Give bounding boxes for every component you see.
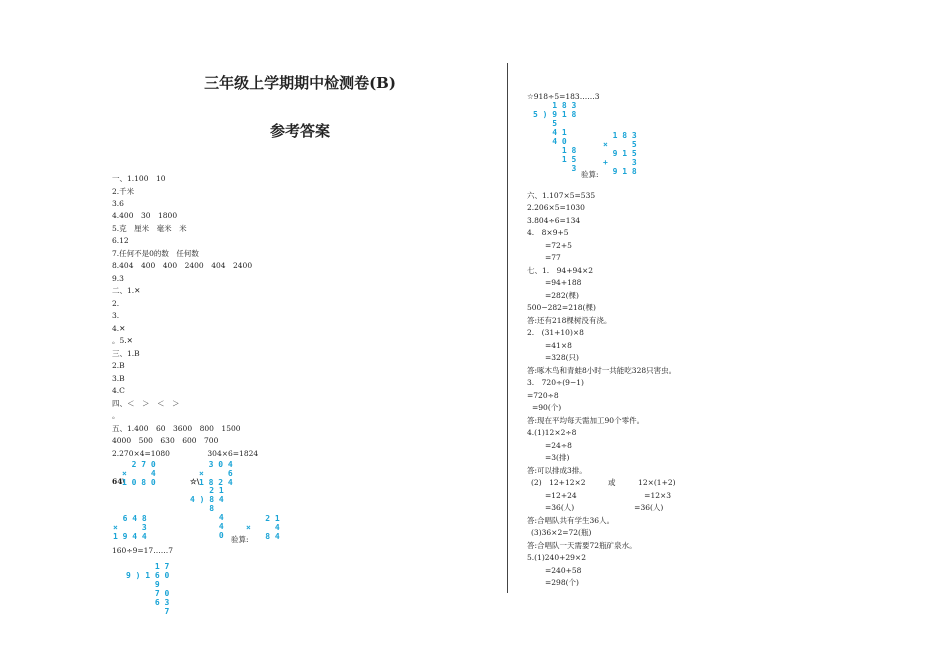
right-line: 答:还有218棵树没有浇。: [527, 316, 612, 325]
right-line: 答:现在平均每天需加工90个零件。: [527, 416, 645, 425]
left-line: 4.✕: [112, 324, 126, 333]
right-line: 2. (31+10)×8: [527, 328, 584, 337]
left-line: 8.404 400 400 2400 404 2400: [112, 261, 253, 270]
right-line: =94+188: [545, 278, 582, 287]
right-line: 答:啄木鸟和青蛙8小时一共能吃328只害虫。: [527, 366, 677, 375]
left-line: 二、1.✕: [112, 286, 141, 295]
right-line: =328(只): [545, 353, 579, 362]
calc-918div5: 1 8 3 5 ) 9 1 8 5 4 1 4 0 1 8 1 5 3: [533, 101, 577, 173]
right-line: =24÷8: [545, 441, 572, 450]
right-line: (3)36×2=72(瓶): [531, 528, 592, 537]
left-line: 5.克 厘米 毫米 米: [112, 224, 187, 233]
left-line: 7.任何不是0的数 任何数: [112, 249, 199, 258]
right-line: =298(个): [545, 578, 579, 587]
right-line: =282(棵): [545, 291, 579, 300]
left-line: 2.千米: [112, 187, 135, 196]
right-line: =41×8: [545, 341, 572, 350]
calc-270x4: 2 7 0 × 4 1 0 8 0: [122, 460, 156, 487]
right-line: =240+58: [545, 566, 582, 575]
right-line: 4.(1)12×2÷8: [527, 428, 577, 437]
left-line: 160÷9=17……7: [112, 546, 173, 555]
calc-183x5: 1 8 3 × 5 9 1 5 + 3 9 1 8: [603, 131, 637, 176]
right-line: 3. 720÷(9−1): [527, 378, 584, 387]
right-line: 5.(1)240+29×2: [527, 553, 586, 562]
left-line: 四、＜ ＞ ＜ ＞: [112, 399, 180, 408]
left-line: 3.: [112, 311, 120, 320]
calc-648x3: 6 4 8 × 3 1 9 4 4: [113, 514, 147, 541]
verify-label: 验算:: [231, 535, 249, 544]
left-line: 三、1.B: [112, 349, 140, 358]
left-line: 4.C: [112, 386, 125, 395]
calc-160div9: 1 7 9 ) 1 6 0 9 7 0 6 3 7: [126, 562, 170, 616]
left-line: 3.6: [112, 199, 124, 208]
right-line: =720÷8: [527, 391, 559, 400]
right-line: =12+24 =12×3: [545, 491, 672, 500]
right-line: =72+5: [545, 241, 572, 250]
right-line: 答:合唱队共有学生36人。: [527, 516, 615, 525]
calc-prefix: ☆\: [190, 477, 200, 486]
column-divider: [507, 63, 508, 593]
page-title: 三年级上学期期中检测卷(B): [204, 74, 396, 92]
calc-304x6: 3 0 4 × 6 1 8 2 4: [199, 460, 233, 487]
calc-prefix: 64\: [112, 477, 126, 486]
verify-label: 验算:: [581, 170, 599, 179]
left-line: 2.270×4=1080 304×6=1824: [112, 449, 259, 458]
right-line: =90(个): [532, 403, 562, 412]
right-line: =3(排): [545, 453, 570, 462]
left-line: 2.: [112, 299, 120, 308]
right-line: 六、1.107×5=535: [527, 191, 596, 200]
calc-21x4: 2 1 × 4 8 4: [246, 514, 280, 541]
right-line: 4. 8×9+5: [527, 228, 569, 237]
left-line: 。: [112, 411, 120, 420]
right-line: (2) 12+12×2 或 12×(1+2): [531, 478, 676, 487]
right-line: 答:合唱队一天需要72瓶矿泉水。: [527, 541, 637, 550]
right-line: 3.804÷6=134: [527, 216, 581, 225]
page-subtitle: 参考答案: [269, 122, 330, 140]
right-line: 2.206×5=1030: [527, 203, 585, 212]
left-line: 4000 500 630 600 700: [112, 436, 219, 445]
right-line: =77: [545, 253, 561, 262]
right-line: ☆918÷5=183……3: [527, 92, 600, 101]
right-line: 500−282=218(棵): [527, 303, 596, 312]
right-line: =36(人) =36(人): [545, 503, 664, 512]
right-line: 七、1. 94+94×2: [527, 266, 594, 275]
left-line: 4.400 30 1800: [112, 211, 178, 220]
left-line: 五、1.400 60 3600 800 1500: [112, 424, 241, 433]
left-line: 3.B: [112, 374, 125, 383]
right-line: 答:可以排成3排。: [527, 466, 587, 475]
left-line: 。5.✕: [112, 336, 133, 345]
left-line: 一、1.100 10: [112, 174, 166, 183]
calc-84div4: 2 1 4 ) 8 4 8 4 4 0: [190, 486, 224, 540]
left-line: 2.B: [112, 361, 125, 370]
left-line: 6.12: [112, 236, 129, 245]
left-line: 9.3: [112, 274, 124, 283]
